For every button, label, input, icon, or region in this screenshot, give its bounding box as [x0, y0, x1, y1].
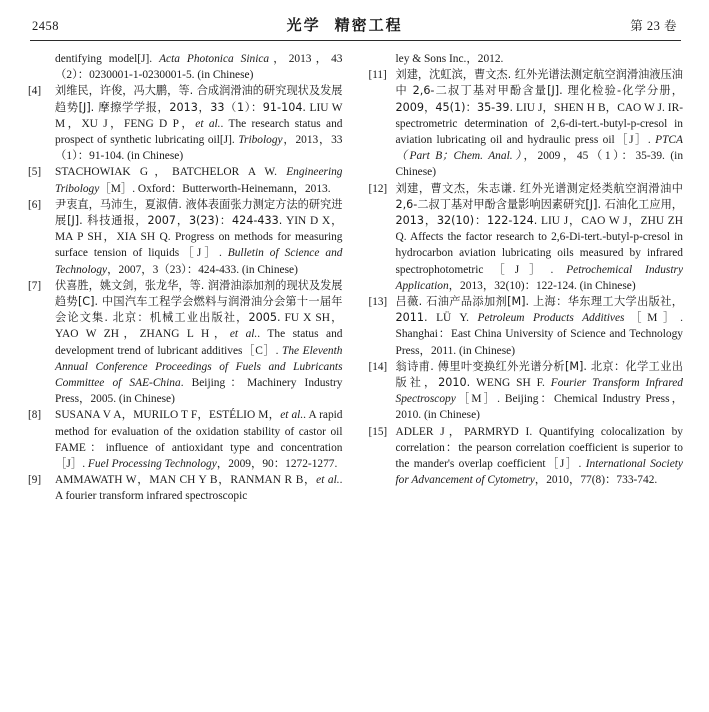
- reference-segment: . Beijing：Machinery Industry Press，2005. (in Chinese): [55, 377, 343, 406]
- reference-entry: [369, 67, 684, 180]
- reference-segment: WENG SH F.: [470, 377, 551, 390]
- reference-segment: . A rapid method for evaluation of the oxidation stability of castor oil FAME：influence of antioxidant type and concentration［J］.: [55, 409, 343, 471]
- reference-entry: [369, 359, 684, 424]
- reference-segment: LIU J，CAO W J，ZHU ZH Q. Affects the factor research to 2,6-Di-tert.-butyl-p-cresol in hydrocarbon aviation lubricating oils measured by infrared spectrophotometric［J］.: [395, 215, 683, 276]
- reference-segment: Fuel Processing Technology: [87, 458, 217, 471]
- reference-segment: . The research status and prospect of synthetic lubricating oil[J].: [55, 117, 343, 147]
- reference-entry: [28, 472, 343, 504]
- reference-number: [9]: [28, 474, 42, 487]
- header-rule: [30, 40, 681, 41]
- journal-title-part2: 精密工程: [334, 16, 403, 34]
- reference-text: [396, 51, 684, 67]
- reference-segment: dentifying model[J].: [55, 53, 160, 65]
- reference-segment: ，2009，45（1）：35-39. (in Chinese): [395, 150, 684, 179]
- reference-text: [55, 83, 343, 164]
- reference-text: [55, 278, 343, 408]
- reference-text: [396, 359, 684, 424]
- reference-number: [15]: [368, 425, 388, 438]
- reference-segment: Petrochemical Industry Application: [395, 263, 684, 292]
- reference-segment: AMMAWATH W，MAN CH Y B，RANMAN R B，: [55, 474, 317, 487]
- reference-segment: PTCA（Part B；Chem. Anal.）: [395, 134, 683, 163]
- reference-segment: 尹衷直，马沛生，夏淑倩. 液体表面张力测定方法的研究进展[J]. 科技通报，2007，3(23)：424-433.: [55, 197, 343, 228]
- reference-segment: Petroleum Products Additives: [477, 312, 625, 325]
- reference-text: [55, 197, 343, 278]
- reference-text: [396, 424, 684, 489]
- reference-number: [13]: [368, 296, 388, 309]
- reference-segment: 伏喜胜，姚文剑，张龙华，等. 润滑油添加剂的现状及发展趋势[C]. 中国汽车工程学会燃料与润滑油分会第十一届年会论文集. 北京：机械工业出版社，2005.: [55, 278, 343, 325]
- reference-segment: ，2007，3（23）：424-433. (in Chinese): [107, 263, 298, 276]
- reference-segment: SUSANA V A，MURILO T F，ESTÉLIO M，: [55, 409, 281, 422]
- reference-segment: . A fourier transform infrared spectroscopic: [55, 474, 343, 503]
- reference-number: [11]: [368, 69, 387, 82]
- reference-segment: 吕薇. 石油产品添加剂[M]. 上海：华东理工大学出版社，2011.: [395, 295, 683, 325]
- reference-segment: ［M］. Shanghai：East China University of Science and Technology Press，2011. (in Chinese): [395, 312, 683, 357]
- reference-text: [55, 51, 343, 83]
- reference-segment: Acta Photonica Sinica: [159, 53, 270, 65]
- reference-number: [14]: [368, 360, 388, 373]
- reference-entry: [28, 51, 343, 83]
- reference-segment: ，2013，32(10)：122-124. (in Chinese): [448, 279, 636, 292]
- reference-segment: ，2009，90：1272-1277.: [216, 458, 338, 471]
- reference-segment: Fourier Transform Infrared Spectroscopy: [395, 377, 683, 406]
- reference-number: [7]: [28, 279, 42, 292]
- reference-entry: [369, 181, 684, 294]
- reference-segment: ley & Sons Inc.，2012.: [395, 53, 504, 65]
- reference-entry: [369, 51, 684, 67]
- journal-title: [287, 14, 403, 35]
- reference-text: [55, 472, 343, 504]
- reference-segment: LÜ Y.: [427, 312, 478, 325]
- reference-entry: [28, 164, 343, 196]
- reference-segment: Bulletin of Science and Technology: [55, 247, 343, 276]
- reference-segment: 刘维民，许俊，冯大鹏，等. 合成润滑油的研究现状及发展趋势[J]. 摩擦学学报，2013，33（1）：91-104.: [55, 84, 343, 114]
- reference-segment: Tribology: [238, 134, 283, 147]
- reference-text: [396, 181, 684, 294]
- reference-text: [396, 67, 684, 180]
- reference-segment: ，2010，77(8)：733-742.: [534, 474, 658, 487]
- reference-segment: LIU W M，XU J，FENG D P，: [55, 101, 343, 130]
- reference-segment: et al.: [280, 409, 304, 422]
- reference-segment: ［M］. Oxford：Butterworth-Heinemann，2013.: [99, 182, 331, 195]
- volume-label: 第 23 卷: [630, 19, 677, 33]
- running-head: [28, 14, 683, 40]
- reference-segment: 翁诗甫. 傅里叶变换红外光谱分析[M]. 北京：化学工业出版社，2010.: [395, 359, 683, 390]
- reference-text: [396, 294, 684, 359]
- reference-segment: 刘建，曹文杰，朱志谦. 红外光谱测定烃类航空润滑油中 2,6-二叔丁基对甲酚含量影响因素研究[J]. 石油化工应用，2013，32(10)：122-124.: [395, 181, 683, 228]
- reference-segment: et al.: [316, 474, 340, 487]
- reference-segment: Engineering Tribology: [55, 166, 343, 195]
- reference-entry: [369, 294, 684, 359]
- reference-segment: FU X SH，YAO W ZH，ZHANG L H，: [55, 312, 343, 341]
- reference-segment: . The status and development trend of lubricant additives［C］.: [55, 328, 343, 357]
- reference-segment: 刘建，沈虹滨，曹文杰. 红外光谱法测定航空润滑油液压油中 2,6-二叔丁基对甲酚含量[J]. 理化检验-化学分册，2009，45(1)：35-39.: [395, 68, 683, 114]
- left-column: [28, 51, 343, 691]
- reference-entry: [369, 424, 684, 489]
- reference-number: [12]: [368, 182, 388, 195]
- reference-segment: STACHOWIAK G，BATCHELOR A W.: [55, 166, 287, 179]
- reference-segment: ADLER J，PARMRYD I. Quantifying colocalization by correlation：the pearson correlation coefficient is superior to the mander's overlap coefficient［J］.: [395, 425, 683, 471]
- reference-entry: [28, 197, 343, 278]
- page-number: 2458: [32, 19, 59, 33]
- reference-entry: [28, 83, 343, 164]
- reference-entry: [28, 278, 343, 408]
- reference-text: [55, 164, 343, 196]
- reference-columns: [28, 51, 683, 691]
- reference-segment: et al.: [195, 117, 221, 130]
- reference-number: [5]: [28, 166, 42, 179]
- reference-segment: ，2013，43（2）：0230001-1-0230001-5. (in Chinese): [55, 53, 343, 82]
- reference-number: [8]: [28, 409, 42, 422]
- reference-segment: YIN D X，MA P SH，XIA SH Q. Progress on methods for measuring surface tension of liquids［J］.: [55, 215, 343, 260]
- reference-segment: LIU J，SHEN H B，CAO W J. IR-spectrometric determination of 2,6-di-tert.-butyl-p-cresol in aviation lubricating oil and hydraulic press oil［J］.: [395, 101, 683, 147]
- reference-segment: ，2013，33（1）：91-104. (in Chinese): [55, 134, 343, 163]
- reference-segment: The Eleventh Annual Conference Proceedings of Fuels and Lubricants Committee of SAE-China: [55, 344, 343, 390]
- reference-number: [6]: [28, 198, 42, 211]
- reference-entry: [28, 407, 343, 472]
- right-column: [369, 51, 684, 691]
- reference-number: [4]: [28, 85, 42, 98]
- reference-segment: et al.: [229, 328, 258, 341]
- reference-segment: ［M］. Beijing：Chemical Industry Press，2010. (in Chinese): [395, 393, 683, 422]
- reference-text: [55, 407, 343, 472]
- journal-title-part1: 光学: [286, 16, 321, 34]
- reference-segment: International Society for Advancement of Cytometry: [395, 458, 683, 487]
